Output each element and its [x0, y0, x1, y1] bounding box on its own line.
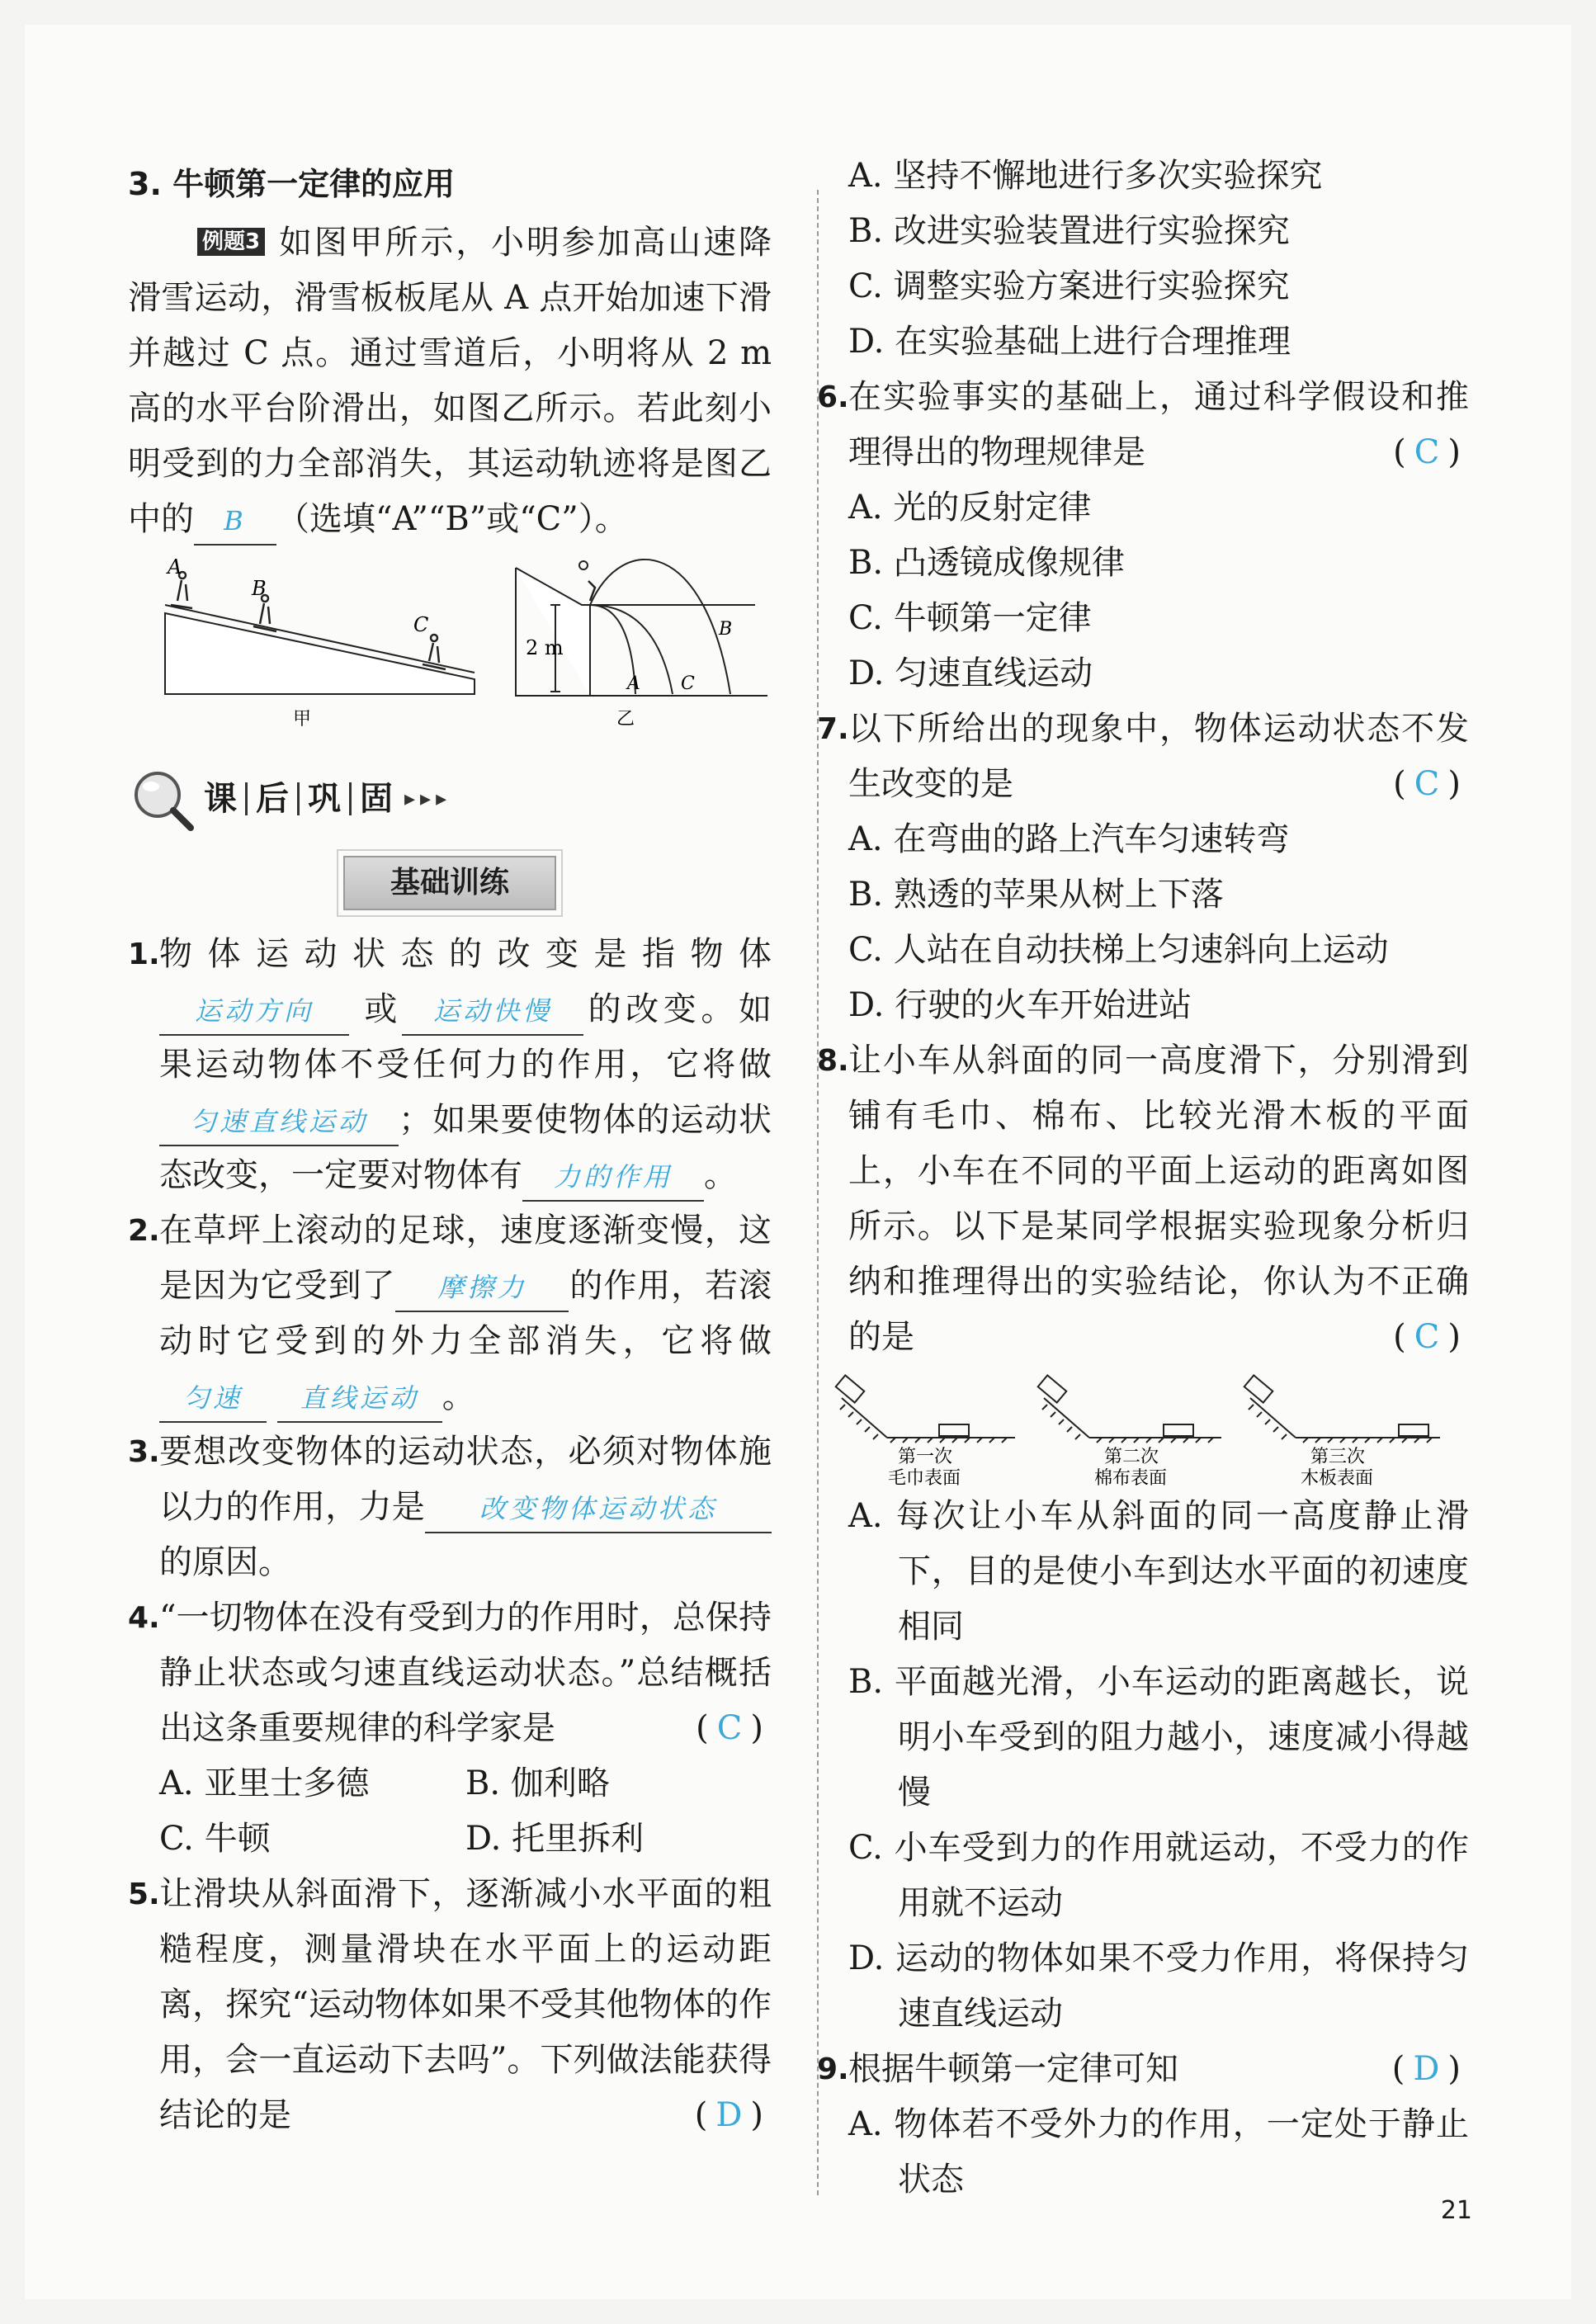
- q5-option-b[interactable]: B. 改进实验装置进行实验探究: [848, 212, 1290, 250]
- q6-option-a[interactable]: A. 光的反射定律: [848, 489, 1092, 527]
- question-4: [128, 1590, 772, 1756]
- q8-number: 8.: [817, 1044, 849, 1078]
- q8-answer[interactable]: (C): [1393, 1318, 1469, 1356]
- cart-figure: [817, 1365, 1469, 1489]
- q4-answer[interactable]: (C): [696, 1709, 772, 1747]
- question-7: [817, 701, 1469, 812]
- q2-text-2: 的作用，若滚动时它受到的外力全部消失，它将做: [159, 1267, 772, 1360]
- q7-answer[interactable]: (C): [1393, 765, 1469, 803]
- q5-text: 让滑块从斜面滑下，逐渐减小水平面的粗糙程度，测量滑块在水平面上的运动距离，探究“运动物体如果不受其他物体的作用，会一直运动下去吗”。下列做法能获得结论的是: [159, 1875, 772, 2134]
- q7-option-b[interactable]: B. 熟透的苹果从树上下落: [848, 876, 1224, 914]
- q7-option-c[interactable]: C. 人站在自动扶梯上匀速斜向上运动: [848, 931, 1389, 969]
- q1-blank-1[interactable]: 运动方向: [159, 988, 349, 1036]
- q8-text: 让小车从斜面的同一高度滑下，分别滑到铺有毛巾、棉布、比较光滑木板的平面上，小车在不同的平面上运动的距离如图所示。以下是某同学根据实验现象分析归纳和推理得出的实验结论，你认为不正确的是: [848, 1042, 1469, 1356]
- question-9: [817, 2042, 1469, 2097]
- q9-option-a[interactable]: A. 物体若不受外力的作用，一定处于静止状态: [848, 2105, 1469, 2199]
- cart-caption-3a: 第三次: [1310, 1447, 1366, 1467]
- question-1: [128, 927, 772, 1203]
- q4-option-c[interactable]: C. 牛顿: [159, 1820, 271, 1858]
- example-answer-blank: B: [194, 498, 276, 546]
- q8-option-b[interactable]: B. 平面越光滑，小车运动的距离越长，说明小车受到的阻力越小，速度减小得越慢: [848, 1663, 1469, 1811]
- cart-caption-3b: 木板表面: [1301, 1468, 1374, 1489]
- kicker-char-2: 后: [256, 779, 289, 818]
- question-3: [128, 1424, 772, 1590]
- q6-text: 在实验事实的基础上，通过科学假设和推理得出的物理规律是: [848, 378, 1469, 471]
- q5-option-c[interactable]: C. 调整实验方案进行实验探究: [848, 267, 1290, 305]
- kicker-char-3: 巩: [308, 779, 341, 818]
- q7-option-d[interactable]: D. 行驶的火车开始进站: [848, 986, 1192, 1024]
- q1-text: 物体运动状态的改变是指物体: [159, 935, 772, 973]
- cart-caption-2b: 棉布表面: [1094, 1468, 1168, 1489]
- q1-blank-3[interactable]: 匀速直线运动: [159, 1098, 399, 1146]
- kicker-char-1: 课: [204, 779, 237, 818]
- question-5: [128, 1867, 772, 2143]
- q1-text-4: ；如果要使物体的运动状态改变，一定要对物体有: [159, 1101, 772, 1194]
- label-a: A: [168, 555, 182, 579]
- caption-yi: 乙: [616, 709, 635, 729]
- q1-blank-2[interactable]: 运动快慢: [402, 988, 583, 1036]
- q1-text-2: 或: [364, 990, 402, 1028]
- q8-option-d[interactable]: D. 运动的物体如果不受力作用，将保持匀速直线运动: [848, 1939, 1469, 2033]
- cart-caption-2a: 第二次: [1104, 1447, 1159, 1467]
- q9-number: 9.: [817, 2052, 849, 2086]
- q5-option-a[interactable]: A. 坚持不懈地进行多次实验探究: [848, 157, 1323, 195]
- cart-caption-1b: 毛巾表面: [888, 1468, 961, 1489]
- left-column: [128, 157, 772, 2143]
- ski-diagram: [128, 555, 772, 729]
- q8-option-a[interactable]: A. 每次让小车从斜面的同一高度静止滑下，目的是使小车到达水平面的初速度相同: [848, 1497, 1469, 1646]
- q3-blank[interactable]: 改变物体运动状态: [425, 1486, 772, 1533]
- height-label: 2 m: [526, 636, 564, 659]
- label-c: C: [413, 613, 429, 636]
- q4-option-b[interactable]: B. 伽利略: [465, 1764, 610, 1802]
- q9-answer[interactable]: (D): [1391, 2050, 1469, 2088]
- basic-training-badge: 基础训练: [343, 856, 556, 910]
- magnifier-icon: [128, 765, 196, 833]
- question-2: [128, 1203, 772, 1424]
- q4-text: “一切物体在没有受到力的作用时，总保持静止状态或匀速直线运动状态。”总结概括出这条重要规律的科学家是: [159, 1599, 772, 1747]
- cart-diagram: [817, 1365, 1469, 1489]
- q4-option-a[interactable]: A. 亚里士多德: [159, 1764, 370, 1802]
- cart-caption-1a: 第一次: [898, 1447, 953, 1467]
- q6-option-d[interactable]: D. 匀速直线运动: [848, 654, 1093, 692]
- q9-text: 根据牛顿第一定律可知: [848, 2050, 1178, 2088]
- example-figure: [128, 555, 772, 729]
- q1-blank-4[interactable]: 力的作用: [522, 1154, 704, 1202]
- q4-options-row-1: [128, 1756, 772, 1811]
- q7-number: 7.: [817, 712, 849, 746]
- q7-text: 以下所给出的现象中，物体运动状态不发生改变的是: [848, 710, 1469, 803]
- example-text-after: （选填“A”“B”或“C”）。: [276, 500, 628, 538]
- q6-option-b[interactable]: B. 凸透镜成像规律: [848, 544, 1125, 582]
- q2-blank-2b[interactable]: 直线运动: [277, 1375, 442, 1423]
- arrows-icon: ▸▸▸: [404, 786, 452, 811]
- q3-text-2: 的原因。: [159, 1543, 291, 1581]
- section-title: 3. 牛顿第一定律的应用: [128, 166, 456, 202]
- q4-options-row-2: [128, 1811, 772, 1867]
- q1-number: 1.: [128, 938, 160, 971]
- q2-text-3: 。: [441, 1377, 475, 1415]
- q1-text-5: 。: [704, 1156, 737, 1194]
- q6-number: 6.: [817, 380, 849, 414]
- traj-label-c: C: [681, 673, 695, 694]
- example-tag: 例题3: [197, 228, 265, 256]
- q7-option-a[interactable]: A. 在弯曲的路上汽车匀速转弯: [848, 820, 1290, 858]
- q8-option-c[interactable]: C. 小车受到力的作用就运动，不受力的作用就不运动: [848, 1829, 1469, 1922]
- q3-text: 要想改变物体的运动状态，必须对物体施以力的作用，力是: [159, 1433, 772, 1526]
- caption-jia: 甲: [293, 709, 312, 729]
- q2-blank-1[interactable]: 摩擦力: [395, 1264, 569, 1312]
- q5-number: 5.: [128, 1878, 160, 1911]
- example-3: [128, 215, 772, 547]
- q4-number: 4.: [128, 1601, 160, 1635]
- traj-label-a: A: [627, 673, 640, 694]
- right-column: [817, 149, 1469, 2208]
- q4-option-d[interactable]: D. 托里拆利: [465, 1820, 645, 1858]
- page-number: 21: [1440, 2196, 1472, 2225]
- q1-text-3: 的改变。如果运动物体不受任何力的作用，它将做: [159, 990, 772, 1084]
- q5-option-d[interactable]: D. 在实验基础上进行合理推理: [848, 323, 1291, 361]
- q2-blank-2a[interactable]: 匀速: [159, 1375, 267, 1423]
- q6-answer[interactable]: (C): [1393, 433, 1469, 471]
- question-8: [817, 1033, 1469, 1365]
- q2-text: 在草坪上滚动的足球，速度逐渐变慢，这是因为它受到了: [159, 1212, 772, 1305]
- label-b: B: [252, 577, 267, 600]
- q3-number: 3.: [128, 1435, 160, 1469]
- q6-option-c[interactable]: C. 牛顿第一定律: [848, 599, 1092, 637]
- after-class-heading: [128, 762, 772, 836]
- q2-number: 2.: [128, 1214, 160, 1248]
- example-text: 如图甲所示，小明参加高山速降滑雪运动，滑雪板板尾从 A 点开始加速下滑并越过 C 点。通过雪道后，小明将从 2 m 高的水平台阶滑出，如图乙所示。若此刻小明受到的力全部消失，其运动轨迹将是图乙中的: [128, 224, 772, 538]
- q5-answer[interactable]: (D): [694, 2096, 772, 2134]
- question-6: [817, 370, 1469, 480]
- kicker-char-4: 固: [360, 779, 393, 818]
- traj-label-b: B: [719, 619, 733, 640]
